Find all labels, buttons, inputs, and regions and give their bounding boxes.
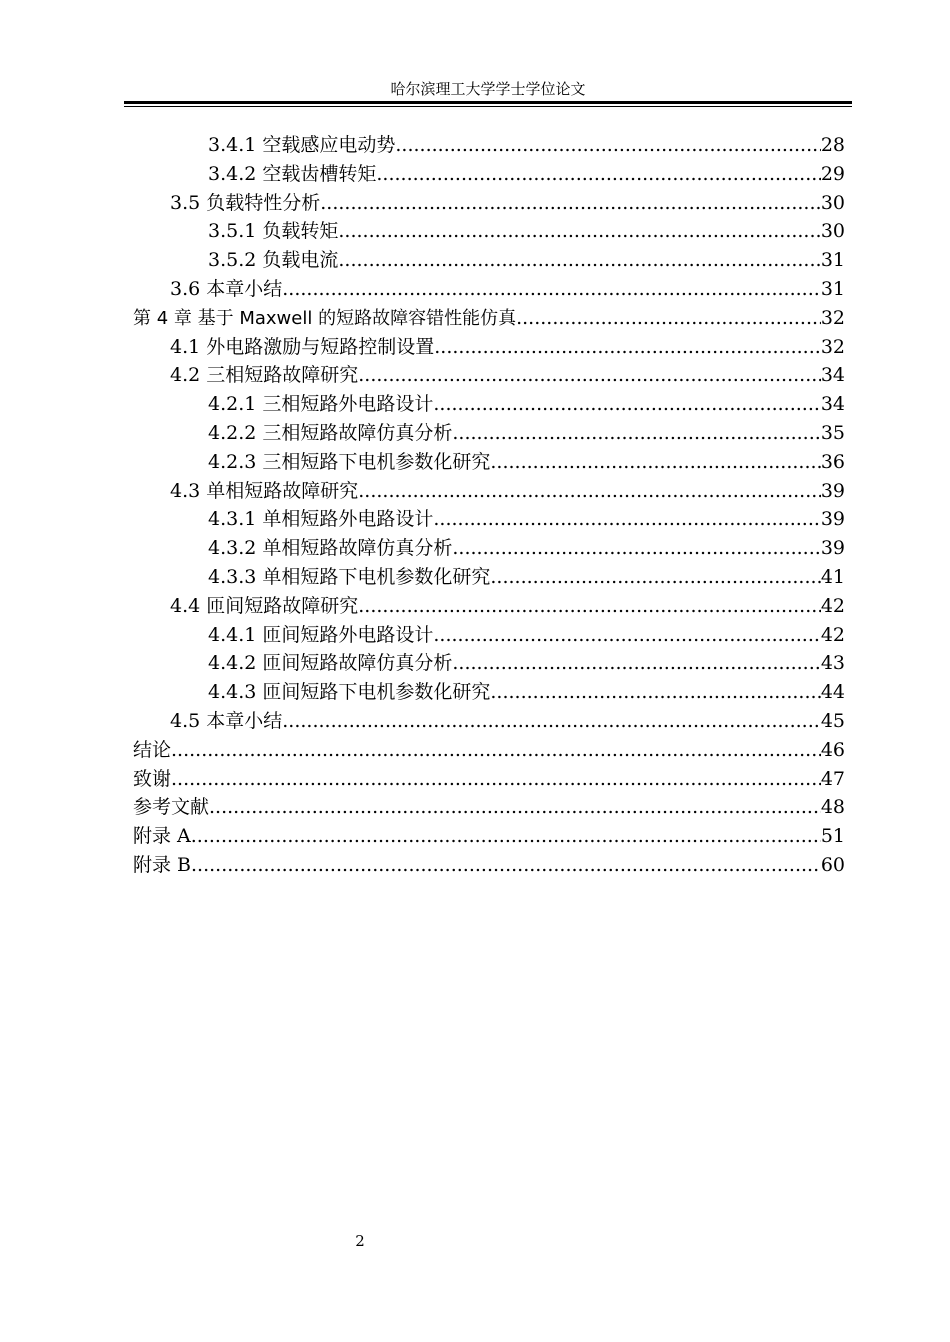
toc-leader-dots bbox=[452, 649, 820, 678]
toc-leader-dots bbox=[376, 160, 820, 189]
toc-entry[interactable] bbox=[133, 822, 845, 851]
toc-entry-title: 4.3.2 单相短路故障仿真分析 bbox=[208, 537, 453, 560]
toc-leader-dots bbox=[516, 304, 821, 333]
toc-entry-title: 4.3.1 单相短路外电路设计 bbox=[208, 508, 434, 531]
toc-leader-dots bbox=[433, 505, 820, 534]
toc-entry-page: 30 bbox=[820, 191, 845, 214]
toc-entry[interactable] bbox=[133, 851, 845, 880]
toc-leader-dots bbox=[209, 793, 821, 822]
toc-entry-title: 4.2.1 三相短路外电路设计 bbox=[208, 393, 434, 416]
toc-entry-title: 4.4.2 匝间短路故障仿真分析 bbox=[208, 652, 453, 675]
toc-leader-dots bbox=[452, 419, 820, 448]
toc-entry[interactable] bbox=[133, 131, 845, 160]
toc-entry-title: 4.2.2 三相短路故障仿真分析 bbox=[208, 421, 453, 444]
toc-entry[interactable] bbox=[133, 534, 845, 563]
toc-entry-page: 42 bbox=[820, 594, 845, 617]
toc-entry-page: 47 bbox=[820, 767, 845, 790]
toc-leader-dots bbox=[433, 621, 820, 650]
toc-leader-dots bbox=[395, 131, 820, 160]
toc-entry-title: 致谢 bbox=[133, 767, 172, 790]
toc-entry-page: 41 bbox=[820, 565, 845, 588]
page-number: 2 bbox=[355, 1232, 365, 1250]
toc-leader-dots bbox=[452, 534, 820, 563]
toc-leader-dots bbox=[282, 275, 821, 304]
toc-entry[interactable] bbox=[133, 678, 845, 707]
toc-entry-page: 35 bbox=[820, 421, 845, 444]
toc-entry-title: 结论 bbox=[133, 738, 172, 761]
toc-leader-dots bbox=[490, 448, 820, 477]
toc-entry[interactable] bbox=[133, 304, 845, 333]
toc-entry-title: 第 4 章 基于 Maxwell 的短路故障容错性能仿真 bbox=[133, 307, 517, 329]
header-rule-thin bbox=[124, 106, 852, 107]
toc-leader-dots bbox=[171, 736, 821, 765]
toc-leader-dots bbox=[338, 217, 820, 246]
toc-entry-title: 附录 A bbox=[133, 825, 191, 848]
toc-entry-page: 43 bbox=[820, 652, 845, 675]
toc-entry[interactable] bbox=[133, 160, 845, 189]
toc-entry-page: 44 bbox=[820, 681, 845, 704]
toc-leader-dots bbox=[434, 333, 821, 362]
toc-entry-title: 3.4.1 空载感应电动势 bbox=[208, 134, 396, 156]
toc-entry-title: 3.5.2 负载电流 bbox=[208, 249, 339, 272]
toc-leader-dots bbox=[282, 707, 821, 736]
toc-entry-title: 4.3.3 单相短路下电机参数化研究 bbox=[208, 565, 491, 588]
toc-entry-title: 4.4.1 匝间短路外电路设计 bbox=[208, 623, 434, 646]
toc-leader-dots bbox=[358, 477, 821, 506]
page-header-title: 哈尔滨理工大学学士学位论文 bbox=[390, 80, 586, 98]
toc-entry-page: 39 bbox=[820, 508, 845, 531]
toc-entry[interactable] bbox=[133, 361, 845, 390]
toc-entry-page: 39 bbox=[820, 479, 845, 502]
toc-entry-title: 4.5 本章小结 bbox=[170, 709, 283, 732]
toc-entry-title: 附录 B bbox=[133, 853, 192, 876]
toc-entry[interactable] bbox=[133, 189, 845, 218]
toc-leader-dots bbox=[191, 851, 821, 880]
toc-entry[interactable] bbox=[133, 217, 845, 246]
toc-entry-page: 28 bbox=[820, 134, 845, 156]
toc-entry-title: 4.4.3 匝间短路下电机参数化研究 bbox=[208, 681, 491, 704]
toc-entry[interactable] bbox=[133, 419, 845, 448]
header-rule-thick bbox=[124, 101, 852, 104]
toc-entry[interactable] bbox=[133, 649, 845, 678]
table-of-contents bbox=[133, 131, 845, 880]
toc-entry-page: 45 bbox=[820, 709, 845, 732]
toc-leader-dots bbox=[433, 390, 820, 419]
toc-leader-dots bbox=[490, 678, 820, 707]
toc-entry[interactable] bbox=[133, 448, 845, 477]
toc-entry-page: 30 bbox=[820, 220, 845, 243]
toc-entry-page: 48 bbox=[820, 796, 845, 819]
toc-entry[interactable] bbox=[133, 592, 845, 621]
toc-entry-title: 参考文献 bbox=[133, 796, 210, 819]
toc-entry-page: 34 bbox=[820, 393, 845, 416]
toc-entry-page: 31 bbox=[820, 249, 845, 272]
toc-entry-title: 3.5 负载特性分析 bbox=[170, 191, 321, 214]
toc-entry-page: 32 bbox=[820, 335, 845, 358]
toc-entry-page: 34 bbox=[820, 364, 845, 387]
toc-leader-dots bbox=[320, 189, 821, 218]
toc-entry-title: 3.6 本章小结 bbox=[170, 277, 283, 300]
toc-entry-page: 29 bbox=[820, 162, 845, 185]
toc-entry-title: 4.2.3 三相短路下电机参数化研究 bbox=[208, 450, 491, 473]
toc-entry[interactable] bbox=[133, 793, 845, 822]
toc-leader-dots bbox=[171, 765, 821, 794]
toc-entry-page: 60 bbox=[820, 853, 845, 876]
toc-leader-dots bbox=[358, 592, 821, 621]
toc-entry-page: 31 bbox=[820, 277, 845, 300]
toc-entry[interactable] bbox=[133, 333, 845, 362]
toc-entry[interactable] bbox=[133, 736, 845, 765]
toc-entry[interactable] bbox=[133, 621, 845, 650]
toc-leader-dots bbox=[191, 822, 821, 851]
toc-entry-page: 32 bbox=[820, 306, 845, 329]
toc-entry-page: 36 bbox=[820, 450, 845, 473]
toc-leader-dots bbox=[490, 563, 820, 592]
toc-entry-page: 42 bbox=[820, 623, 845, 646]
toc-entry-title: 3.5.1 负载转矩 bbox=[208, 220, 339, 243]
toc-entry[interactable] bbox=[133, 477, 845, 506]
toc-leader-dots bbox=[338, 246, 820, 275]
toc-entry-title: 4.3 单相短路故障研究 bbox=[170, 479, 359, 502]
toc-entry[interactable] bbox=[133, 707, 845, 736]
toc-entry-title: 3.4.2 空载齿槽转矩 bbox=[208, 162, 377, 185]
toc-entry-page: 39 bbox=[820, 537, 845, 560]
toc-entry-title: 4.2 三相短路故障研究 bbox=[170, 364, 359, 387]
toc-entry[interactable] bbox=[133, 390, 845, 419]
toc-leader-dots bbox=[358, 361, 821, 390]
toc-entry-title: 4.4 匝间短路故障研究 bbox=[170, 594, 359, 617]
toc-entry-page: 51 bbox=[820, 825, 845, 848]
toc-entry[interactable] bbox=[133, 246, 845, 275]
toc-entry[interactable] bbox=[133, 275, 845, 304]
toc-entry[interactable] bbox=[133, 505, 845, 534]
toc-entry[interactable] bbox=[133, 563, 845, 592]
toc-entry-title: 4.1 外电路激励与短路控制设置 bbox=[170, 335, 435, 358]
toc-entry-page: 46 bbox=[820, 738, 845, 761]
toc-entry[interactable] bbox=[133, 765, 845, 794]
